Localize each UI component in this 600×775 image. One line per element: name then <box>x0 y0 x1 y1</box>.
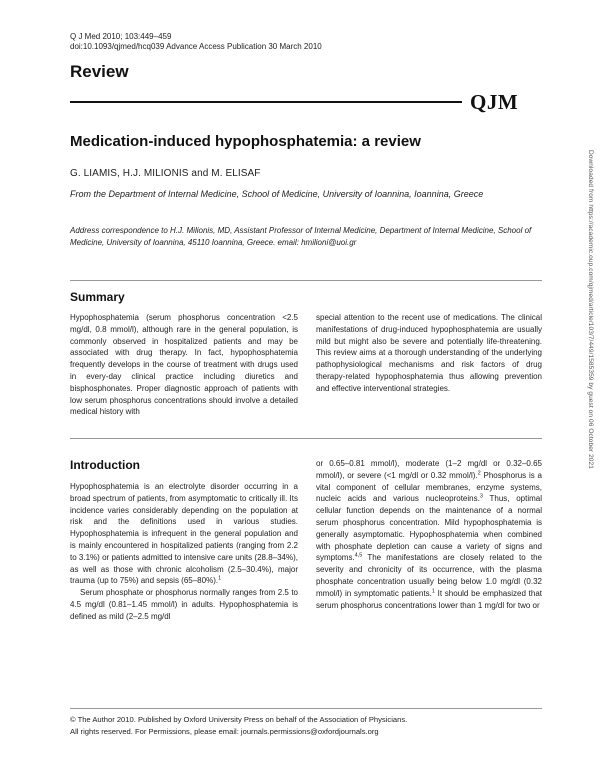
summary-left-text: Hypophosphatemia (serum phosphorus concentration <2.5 mg/dl, 0.8 mmol/l), although rare in the general population, is commonly observed in hospitalized patients and may be associated with drug therapy. In fact, hypophosphatemia frequently develops in the course of treatment with drugs used in every-day clinical practice including diuretics and bisphosphonates. Proper diagnostic approach of patients with low serum phosphorus concentrations should involve a detailed medical history with <box>70 313 298 417</box>
copyright-line: © The Author 2010. Published by Oxford University Press on behalf of the Association of Physicians. <box>70 715 408 724</box>
intro-paragraph-1: Hypophosphatemia is an electrolyte disorder occurring in a broad spectrum of patients, from asymptomatic to critically ill. Its incidence varies considerably depending on the population at risk and the definitions used in various studies. Hypophosphatemia is infrequent in the general population and is mainly encountered in hospitalized patients (ranging from 2.2 to 3.1%) or patients admitted to intensive care units (28.8–34%), as well as those with chronic alcoholism (2.5–30.4%), major trauma (up to 75%) and sepsis (65–80%).$^1$ <box>70 482 298 586</box>
section-label: Review <box>70 62 129 81</box>
header-rule <box>70 101 462 103</box>
footer-rule <box>70 708 542 709</box>
intro-paragraph-2: Serum phosphate or phosphorus normally ranges from 2.5 to 4.5 mg/dl (0.81–1.45 mmol/l) in adults. Hypophosphatemia is defined as mild (2–2.5 mg/dl <box>70 588 298 621</box>
journal-citation: Q J Med 2010; 103:449–459 <box>70 32 172 41</box>
introduction-heading: Introduction <box>70 458 140 472</box>
intro-left-column <box>70 481 298 623</box>
permissions-line: All rights reserved. For Permissions, please email: journals.permissions@oxfordjournals.org <box>70 727 379 736</box>
intro-right-column <box>316 458 542 611</box>
intro-right-text: or 0.65–0.81 mmol/l), moderate (1–2 mg/dl or 0.32–0.65 mmol/l), or severe (<1 mg/dl or 0.32 mmol/l).$^2$ Phosphorus is a vital component of cellular membranes, enzyme systems, nucleic acids and various nucleoproteins.$^3$ Thus, optimal cellular function depends on the maintenance of a normal serum phosphorus concentration. Mild hypophosphatemia is generally asymptomatic. Hypophosphatemia when combined with phosphate depletion can cause a variety of signs and symptoms.$^{4,5}$ The manifestations are closely related to the severity and chronicity of its occurrence, with the plasma phosphate concentration usually being below 1.0 mg/dl (0.32 mmol/l) in symptomatic patients.$^1$ It should be emphasized that serum phosphorus concentrations lower than 1 mg/dl for two or <box>316 459 542 610</box>
summary-right-column <box>316 312 542 395</box>
download-watermark: Downloaded from https://academic.oup.com/qjmed/article/103/7/449/1585359 by guest on 06 October 2021 <box>587 150 594 469</box>
doi-line: doi:10.1093/qjmed/hcq039 Advance Access Publication 30 March 2010 <box>70 42 322 51</box>
summary-heading: Summary <box>70 290 125 304</box>
summary-bottom-rule <box>70 438 542 439</box>
summary-top-rule <box>70 280 542 281</box>
article-authors: G. LIAMIS, H.J. MILIONIS and M. ELISAF <box>70 168 261 179</box>
summary-right-text: special attention to the recent use of medications. The clinical manifestations of drug-induced hypophosphatemia are usually mild but might also be severe and potentially life-threatening. This review aims at a thorough understanding of the underlying pathophysiological mechanisms and risk factors of drug therapy-related hypophosphatemia thus allowing prevention and effective interventional strategies. <box>316 313 542 393</box>
summary-left-column <box>70 312 298 418</box>
journal-logo: QJM <box>470 90 519 114</box>
correspondence: Address correspondence to H.J. Milionis, MD, Assistant Professor of Internal Medicine, Department of Internal Medicine, School of Medicine, University of Ioannina, 45110 Ioannina, Greece. email: hmilioni@uoi.gr <box>70 226 532 247</box>
article-title: Medication-induced hypophosphatemia: a review <box>70 133 421 150</box>
affiliation: From the Department of Internal Medicine, School of Medicine, University of Ioannina, Ioannina, Greece <box>70 189 484 199</box>
